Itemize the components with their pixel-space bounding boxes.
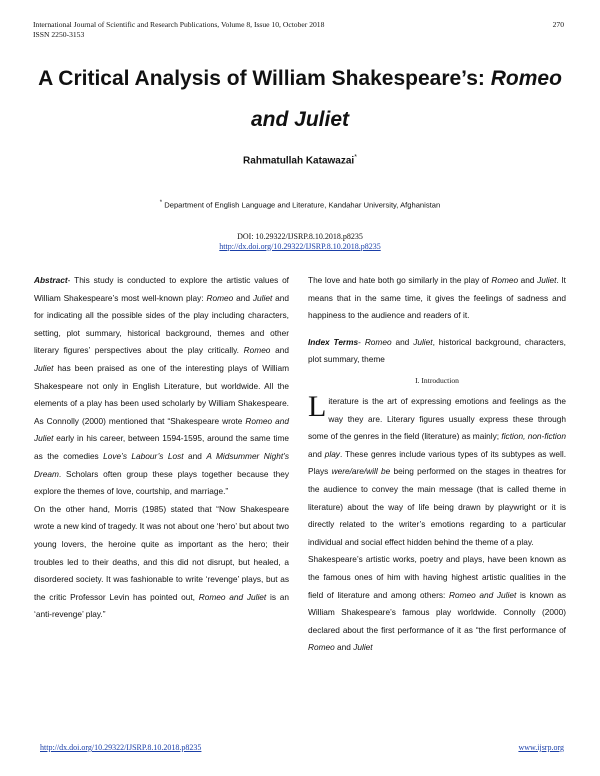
footer-website-link[interactable]: www.ijsrp.org [518, 743, 564, 752]
index-terms-label: Index Terms [308, 336, 359, 347]
issn: ISSN 2250-3153 [33, 30, 85, 39]
title-italic-romeo: Romeo [490, 67, 562, 90]
drop-cap: L [308, 389, 327, 423]
author-marker: * [354, 154, 357, 161]
page-number: 270 [552, 20, 564, 29]
abstract-paragraph: Abstract- This study is conducted to explore the artistic values of William Shakespeare’s most well-known play: Romeo and Juliet and for indicating all the possible sides of the play including characters, setting, plot summary, historical background, themes and other literary figures’ perspectives about the play critically. Romeo and Juliet has been praised as one of the interesting plays of William Shakespeare not only in English Literature, but worldwide. All the elements of a play has been used scholarly by William Shakespeare. As Connolly (2000) mentioned that “Shakespeare wrote Romeo and Juliet early in his career, between 1594-1595, around the same time as the comedies Love’s Labour’s Lost and A Midsummer Night’s Dream. Scholars often group these plays together because they explore the themes of love, courtship, and marriage.” [34, 275, 289, 497]
abstract-continuation: The love and hate both go similarly in the play of Romeo and Juliet. It means that in the same time, it gives the feelings of sadness and happiness to the audience and readers of it. [308, 275, 566, 321]
journal-header [33, 20, 324, 40]
section-heading-introduction: I. Introduction [415, 375, 459, 385]
doi-text: DOI: 10.29322/IJSRP.8.10.2018.p8235 [237, 232, 363, 241]
intro-paragraph-1: Literature is the art of expressing emotions and feelings as the way they are. Literary figures usually express these through some of the genres in the field (literature) as mainly; fiction, non-fiction and play. These genres include various types of its subtypes as well. Plays were/are/will be being performed on the stages in theatres for the audience to convey the main message (that is called theme in literature) about the way of life being drawn by playwright or it is directly related to the writer’s emotions regarding to a particular individual and social effect hidden behind the theme of a play. [308, 389, 567, 547]
title-italic-and-juliet: and Juliet [250, 108, 350, 131]
abstract-paragraph-2: On the other hand, Morris (1985) stated that “Now Shakespeare wrote a new kind of tragedy. It was not about one ‘hero’ but about two young lovers, the heroine quite as important as the hero; their troubles led to their deaths, and this did not disrupt, but healed, a disordered society. It was fashionable to write ‘revenge’ plays, but as the critic Professor Levin has pointed out, Romeo and Juliet is an ‘anti-revenge’ play.” [34, 503, 289, 620]
index-terms: Index Terms- Romeo and Juliet, historical background, characters, plot summary, theme [308, 336, 566, 365]
abstract-label: Abstract [34, 275, 68, 285]
paper-title-line2 [30, 107, 570, 133]
doi-link[interactable]: http://dx.doi.org/10.29322/IJSRP.8.10.2018.p8235 [219, 241, 381, 251]
affiliation: * Department of English Language and Literature, Kandahar University, Afghanistan [159, 200, 441, 210]
journal-name: International Journal of Scientific and Research Publications, Volume 8, Issue 10, October 2018 [33, 20, 325, 29]
title-text: A Critical Analysis of William Shakespeare’s: [38, 67, 491, 90]
doi-block [0, 232, 600, 251]
author-name: Rahmatullah Katawazai* [243, 154, 357, 167]
intro-paragraph-2: Shakespeare’s artistic works, poetry and plays, have been known as the famous ones of him with having highest artistic qualities in the field of literature and among others: Romeo and Juliet is known as William Shakespeare’s famous play worldwide. Connolly (2000) declared about the first performance of it as “the first performance of Romeo and Juliet [308, 554, 567, 653]
right-column [308, 272, 566, 657]
affiliation-marker: * [159, 200, 163, 206]
paper-title-line1 [30, 66, 570, 92]
left-column [34, 272, 289, 624]
footer-doi-link[interactable]: http://dx.doi.org/10.29322/IJSRP.8.10.2018.p8235 [40, 743, 202, 752]
